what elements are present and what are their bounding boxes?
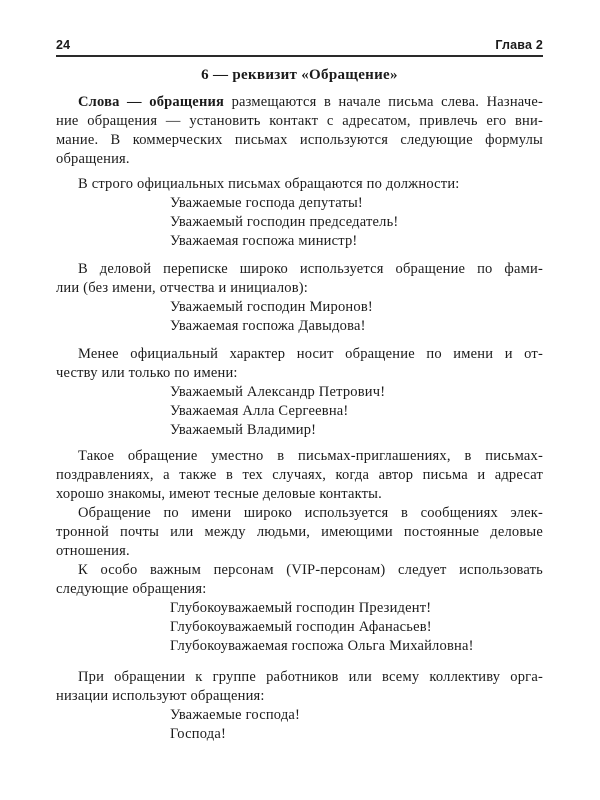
text-line: Уважаемый господин председатель!	[170, 214, 399, 230]
text-line: В строго официальных письмах обращаются по должности:	[78, 176, 460, 192]
text-line: честву или только по имени:	[56, 365, 238, 381]
paragraph-email-note	[56, 504, 543, 561]
text-line: Уважаемый Александр Петрович!	[170, 384, 386, 400]
examples-surname	[56, 298, 543, 336]
text-line: тронной почты или между людьми, имеющими постоянные деловые	[56, 524, 543, 540]
text-line: хорошо знакомы, имеют тесные деловые контакты.	[56, 486, 382, 502]
text-line: К особо важным персонам (VIP-персонам) следует использовать	[78, 562, 543, 578]
text-line: Глубокоуважаемая госпожа Ольга Михайловна!	[170, 638, 474, 654]
examples-vip	[56, 599, 543, 656]
text-line: Уважаемые господа!	[170, 707, 301, 723]
text-line: Уважаемая госпожа Давыдова!	[170, 318, 366, 334]
body-text	[56, 93, 543, 744]
text-line: низации используют обращения:	[56, 688, 265, 704]
text-line: следующие обращения:	[56, 581, 207, 597]
text-line: Господа!	[170, 726, 226, 742]
bold-lead: Слова — обращения	[78, 94, 225, 110]
text-line: отношения.	[56, 543, 130, 559]
text-line: лии (без имени, отчества и инициалов):	[56, 280, 309, 296]
text-line: В деловой переписке широко используется обращение по фами-	[78, 261, 543, 277]
text-line: Уважаемые господа депутаты!	[170, 195, 363, 211]
text-line: Уважаемая госпожа министр!	[170, 233, 358, 249]
page-content	[56, 38, 543, 744]
text-line: поздравлениях, а также в тех случаях, когда автор письма и адресат	[56, 467, 543, 483]
text-line: Такое обращение уместно в письмах-приглашениях, в письмах-	[78, 448, 543, 464]
section-heading: 6 — реквизит «Обращение»	[201, 67, 398, 83]
paragraph-surname	[56, 260, 543, 298]
text-line: При обращении к группе работников или всему коллективу орга-	[78, 669, 543, 685]
paragraph-official	[56, 175, 543, 194]
lead-rest: размещаются в начале письма слева. Назначе-	[224, 94, 543, 110]
page-number: 24	[56, 38, 71, 52]
paragraph-intro	[56, 93, 543, 169]
text-line: Глубокоуважаемый господин Президент!	[170, 600, 432, 616]
text-line: ние обращения — установить контакт с адресатом, привлечь его вни-	[56, 113, 543, 129]
chapter-label: Глава 2	[495, 38, 543, 52]
text-line: мание. В коммерческих письмах используются следующие формулы	[56, 132, 543, 148]
paragraph-group	[56, 668, 543, 706]
paragraph-vip	[56, 561, 543, 599]
paragraph-usage-note	[56, 447, 543, 504]
text-line	[56, 93, 543, 112]
running-header	[56, 38, 543, 57]
text-line: Обращение по имени широко используется в сообщениях элек-	[78, 505, 543, 521]
examples-group	[56, 706, 543, 744]
text-line: Уважаемый господин Миронов!	[170, 299, 373, 315]
paragraph-name-patronymic	[56, 345, 543, 383]
text-line: Менее официальный характер носит обращение по имени и от-	[78, 346, 543, 362]
examples-official	[56, 194, 543, 251]
text-line: Уважаемая Алла Сергеевна!	[170, 403, 349, 419]
text-line: обращения.	[56, 151, 130, 167]
examples-name-patronymic	[56, 383, 543, 440]
text-line: Глубокоуважаемый господин Афанасьев!	[170, 619, 432, 635]
text-line: Уважаемый Владимир!	[170, 422, 317, 438]
